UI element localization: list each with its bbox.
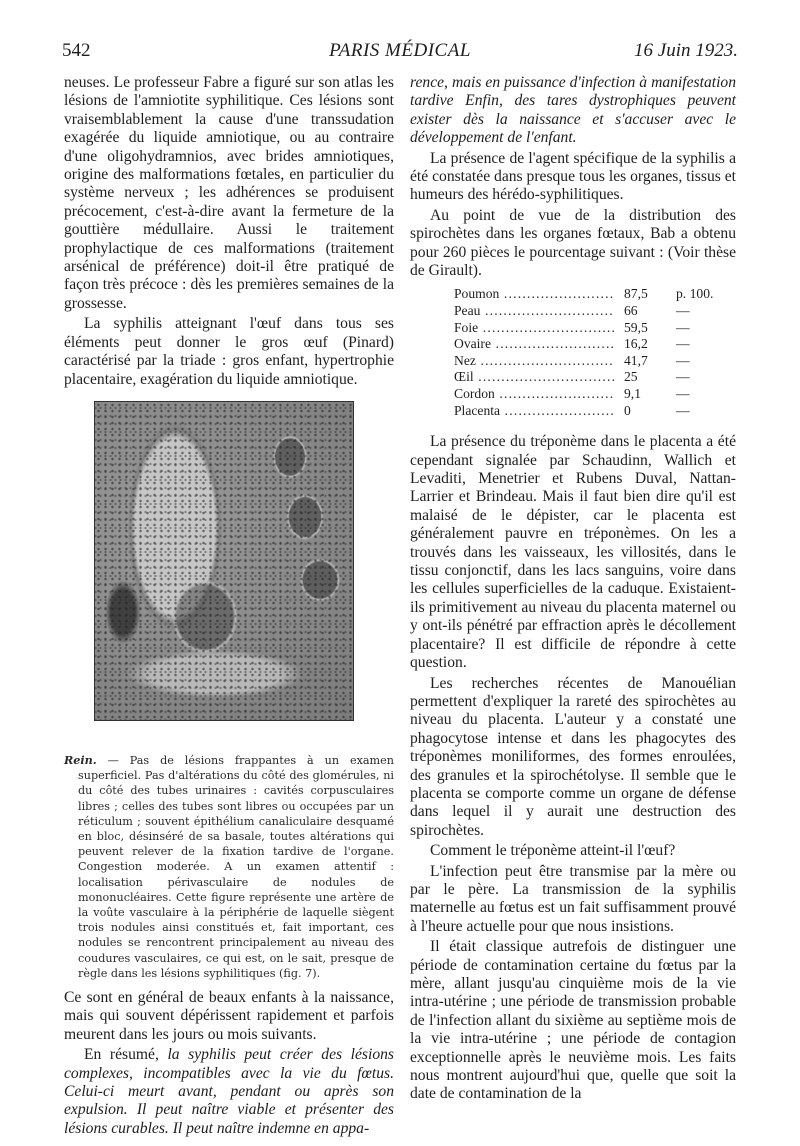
caption-lead: Rein. [64, 752, 97, 767]
table-row: Œil ..... 25 — [454, 369, 736, 386]
paragraph: Ce sont en général de beaux enfants à la naissance, mais qui souvent dépérissent rapidement et parfois meurent dans les jours ou mois suivants. [64, 988, 394, 1043]
kidney-micrograph-image [94, 401, 354, 721]
figure [64, 399, 394, 749]
paragraph: Il était classique autrefois de distinguer une période de contamination certaine du fœtus par la mère, allant jusqu'au cinquième mois de la vie intra-utérine ; une période de transmission probable de l'infection allant du sixième au septième mois de la vie intra-utérine ; une période de contagion exceptionnelle après le neuvième mois. Les faits nous montrent aujourd'hui que, quelle que soit la date de contamination de la [410, 938, 736, 1103]
figure-caption [64, 753, 394, 981]
page-header [62, 40, 738, 66]
spirochete-distribution-table [454, 286, 736, 419]
paragraph: rence, mais en puissance d'infection à manifestation tardive Enfin, des tares dystrophiques peuvent exister dès la naissance et s'accuser avec le développement de l'enfant. [410, 74, 736, 147]
paragraph: neuses. Le professeur Fabre a figuré sur son atlas les lésions de l'amniotite syphilitique. Ces lésions sont vraisemblablement la cause d'une transsudation exagérée du liquide amniotique, ou au contraire d'une oligohydramnios, avec brides amniotiques, origine des malformations fœtales, en particulier du système nerveux ; les adhérences se produisent précocement, c'est-à-dire avant la fermeture de la gouttière médullaire. Aussi le traitement prophylactique de ces malformations (traitement arsénical de préférence) doit-il être pratiqué de façon très précoce : dès les premières semaines de la grossesse. [64, 74, 394, 312]
summary-italic: la syphilis peut créer des lésions complexes, incompatibles avec la vie du fœtus. Celui-ci meurt avant, pendant ou après son expulsion. Il peut naître viable et présenter des lésions curables. Il peut naître indemne en appa- [64, 1046, 394, 1137]
summary-lead: En résumé, [84, 1046, 168, 1064]
table-row: Placenta ..... 0 — [454, 403, 736, 420]
table-row: Ovaire ..... 16,2 — [454, 336, 736, 353]
table-row: Foie ..... 59,5 — [454, 320, 736, 337]
paragraph: La présence de l'agent spécifique de la syphilis a été constatée dans presque tous les organes, tissus et humeurs des hérédo-syphilitiques. [410, 149, 736, 204]
issue-date: 16 Juin 1923. [634, 40, 738, 61]
table-row: Nez ..... 41,7 — [454, 353, 736, 370]
page-number: 542 [62, 40, 91, 61]
paragraph: La syphilis atteignant l'œuf dans tous ses éléments peut donner le gros œuf (Pinard) caractérisé par la triade : gros enfant, hypertrophie placentaire, exagération du liquide amniotique. [64, 315, 394, 388]
paragraph: Au point de vue de la distribution des spirochètes dans les organes fœtaux, Bab a obtenu pour 260 pièces le pourcentage suivant : (Voir thèse de Girault). [410, 206, 736, 280]
right-column [410, 74, 736, 1104]
journal-title: PARIS MÉDICAL [329, 40, 471, 61]
paragraph: Comment le tréponème atteint-il l'œuf? [430, 842, 676, 860]
paragraph: Les recherches récentes de Manouélian permettent d'expliquer la rareté des spirochètes au niveau du placenta. L'auteur y a constaté une phagocytose intense et dans les phagocytes des tréponèmes moniliformes, des formes enroulées, des granules et la spirochétolyse. Il semble que le placenta se comporte comme un organe de défense dans lequel il y aurait une destruction des spirochètes. [410, 674, 736, 839]
left-column [64, 74, 394, 1138]
paragraph: L'infection peut être transmise par la mère ou par le père. La transmission de la syphilis maternelle au fœtus est un fait suffisamment prouvé à l'heure actuelle pour que nous insistions. [410, 862, 736, 935]
paragraph [64, 1046, 394, 1138]
caption-text: — Pas de lésions frappantes à un examen superficiel. Pas d'altérations du côté des glomérules, ni du côté des tubes urinaires : cavités corpusculaires libres ; celles des tubes sont libres ou occupées par un réticulum ; souvent épithélium canaliculaire desquamé en bloc, désinséré de sa basale, toutes altérations qui peuvent relever de la fixation tardive de l'organe. Congestion moderée. A un examen attentif : localisation périvasculaire de nodules de mononucléaires. Cette figure représente une artère de la voûte vasculaire à la périphérie de laquelle siègent trois nodules ainsi constitués et, fait important, ces nodules se rencontrent principalement au niveau des coudures vasculaires, ce qui est, on le sait, presque de règle dans les lésions syphilitiques (fig. 7). [78, 753, 394, 980]
table-row: Peau ..... 66 — [454, 303, 736, 320]
table-row: Poumon ..... 87,5 p. 100. [454, 286, 736, 303]
paragraph: La présence du tréponème dans le placenta a été cependant signalée par Schaudinn, Wallich et Levaditi, Menetrier et Rubens Duval, Nattan-Larrier et Brindeau. Mais il faut bien dire qu'il est malaisé de le dépister, car le placenta est généralement pauvre en tréponèmes. On les a trouvés dans les vaisseaux, les villosités, dans le tissu conjonctif, dans les lacs sanguins, voire dans les cellules superficielles de la caduque. Existaient-ils primitivement au niveau du placenta maternel ou y ont-ils pénétré par effraction après le décollement placentaire? Il est difficile de répondre à cette question. [410, 433, 736, 672]
table-row: Cordon ..... 9,1 — [454, 386, 736, 403]
